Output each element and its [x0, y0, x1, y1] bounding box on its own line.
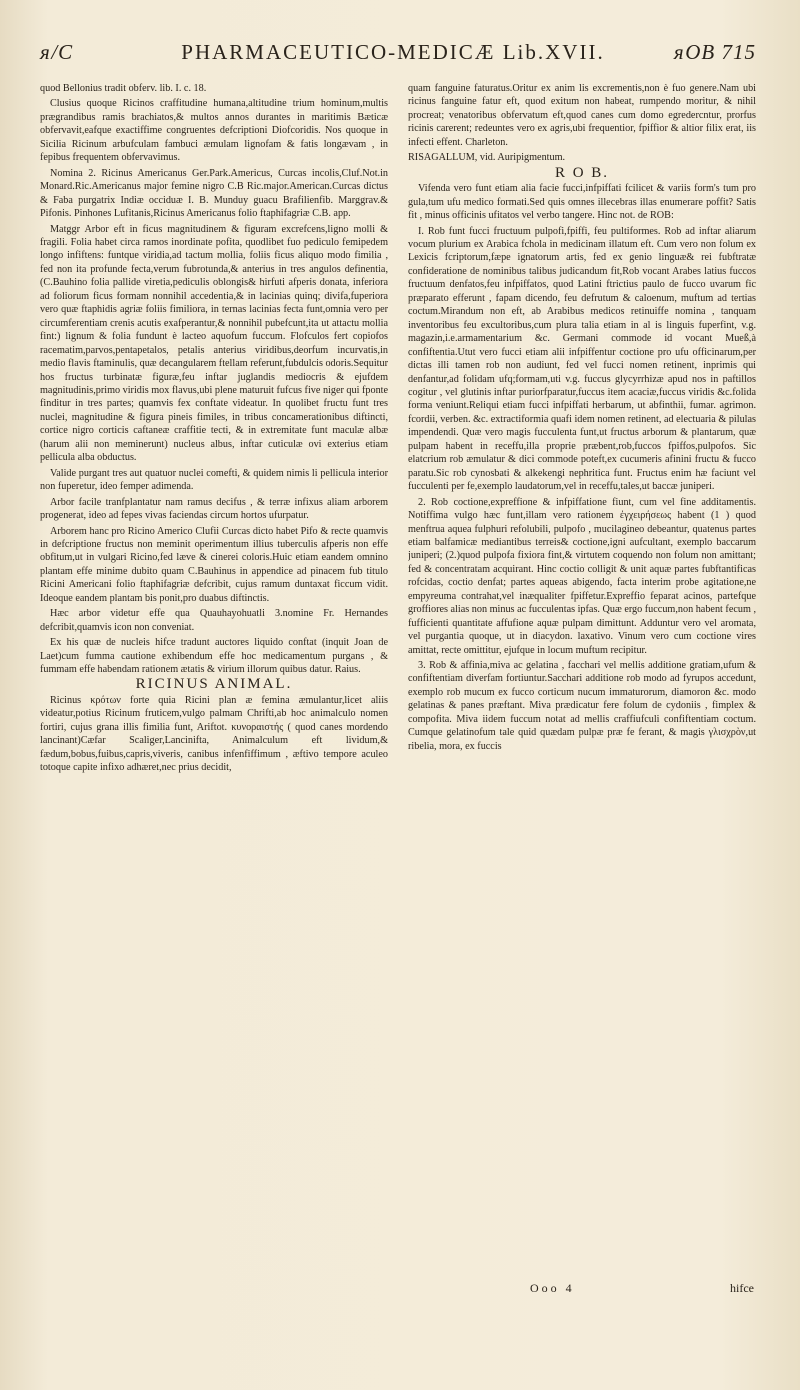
paragraph: 2. Rob coctione,expreffione & infpiffatione fiunt, cum vel fine additamentis. Notiffima vulgo hæc funt,illam vero rationem ἐγχειρήσεως habent (1 ) quod menftrua aquea fulphuri refolubili, pulpofo , mucilagineo debeantur, quatenus partes etiam balfamicæ mediantibus terreis& coctione,igni aufcultant, exemplo baccarum juniperi; (2.)quod pulpofa fixiora fint,& virtutem coquendo non folum non amittant; fed & concentratam acquirant. Hinc coctio colligit & unit aquæ partes fubftantificas rofcidas, coctio denfat; partes aqueas abigendo, facta interim probe agitatione,ne empyreuma contrahat,vel inæqualiter fpiffetur.Expreffio feparat acinos, partefque groffiores alias non minus ac fucculentas ipfas. Quæ ergo fuccum,non habent fecum , fufficienti quantitate affufione aquæ pulpam dimittunt. Adduntur vero vel aromata, vel purgantia quoque, ut in diacydon. laxativo. Vinum vero cum coctione vires amittat, recte omittitur, ejufque in locum muftum recipitur. [408, 496, 756, 656]
section-heading: RICINUS ANIMAL. [135, 676, 293, 693]
signature-mark: Ooo 4 [530, 1281, 575, 1295]
paragraph: Valide purgant tres aut quatuor nuclei comefti, & quidem nimis li pellicula interior non fuperetur, ideo femper adimenda. [40, 467, 388, 493]
paragraph: I. Rob funt fucci fructuum pulpofi,fpiffi, feu pultiformes. Rob ad inftar aliarum vocum plurium ex Arabica fchola in medicinam illatum eft. Cum vero non folum ex Lexicis fcriptorum,fæpe ignatorum artis, fed ex genio linguæ& rei fubftratæ confideratione de nominibus talibus judicandum fit,Rob vocant Arabes latius fuccos fructuum denfatos,feu infpiffatos, quod Latini ftrictius paulo de fucco uvarum fic præparato efferunt , fapam dicendo, feu defrutum & caloenum, muftum ad tertias coctum.Mirandum non eft, ab Arabibus medicos retinuiffe nomina , tanquam inventoribus feu excultoribus,cum plura talia etiam in al is linguis fuperfint, v.g. magazin,i.e.armamentarium &c. Germani commode id vocant Mueß,à confiftentia.Utut vero fucci etiam alii infpiffentur coctione pro ufu officinarum,per dictas illi tamen rob non audiunt, fed vel fucci nomen retinent, inprimis qui denfantur,ad folidam ufq;formam,uti v.g. fuccus glycyrrhizæ apud nos in paftillos cogitur , vel glutinis inftar puriorfparatur,fuccus item acaciæ,fuccus viridis &c.folida forma veniunt.Reliqui etiam fucci infpiffati herbarum, ut abfinthii, fumar. agrimon. fcordii, verben. &c. extractiformia quafi idem nomen retinent, ad electuaria & pilulas impendendi. Quæ vero magis fucculenta funt,ut fructus arborum & plantarum, quæ pulpam habent in receffu,illa proprie præbent,rob,fuccos fpiffos,pulpofos. Sic elatcrium rob æmulatur & dici commode poteft,ex cucumeris afinini fructu & fucco paratu.Sic rob cynosbati & alkekengi nephritica funt. Fructus enim hæ faciunt vel fucculenti per fe,exemplo laudatorum,vel in receffu,tales,ut baccæ juniperi. [408, 225, 756, 493]
paragraph: Hæc arbor videtur effe qua Quauhayohuatli 3.nomine Fr. Hernandes defcribit,quamvis icon non conveniat. [40, 608, 388, 633]
page-footer [0, 1281, 800, 1301]
paragraph: Arbor facile tranfplantatur nam ramus decifus , & terræ infixus aliam arborem progenerat, ideo ad fepes vivas faciendas circum hortos ufurpatur. [40, 496, 388, 522]
paragraph: quod Bellonius tradit obferv. lib. I. c. 18. [40, 83, 207, 94]
header-right-text: ᴙOB 715 [673, 40, 756, 64]
paragraph: Nomina 2. Ricinus Americanus Ger.Park.Americus, Curcas incolis,Cluf.Not.in Monard.Ric.Americanus major femine nigro C.B Ric.major.American.Curcas dictus & Faba purgatrix Indiæ occiduæ I. B. Munduy guacu Brafilienfib. Marggrav.& Pifonis. Pinhones Lufitanis,Ricinus Americanus folio ftaphifagriæ C.B. app. [40, 167, 388, 220]
paragraph: Ex his quæ de nucleis hifce tradunt auctores liquido conftat (inquit Joan de Laet)cum fumma cautione exhibendum effe hoc medicamentum purgans , & fummam effe habendam rationem ætatis & virium illorum quibus datur. Raius. [40, 637, 388, 676]
section-heading: R O B. [554, 164, 610, 181]
paragraph: Arborem hanc pro Ricino Americo Clufii Curcas dicto habet Pifo & recte quamvis in defcriptione fructus non meminit operimentum illius tuberculis afperis non effe obfitum,ut in vulgari Ricino,fed læve & cinerei coloris.Huic etiam eandem omnino plantam effe minime dubito quam C.Bauhinus in appendice ad pinacem fub titulo Ricini Americani folio ftaphifagriæ defcribit, cujus ramum duntaxat ficcum vidit. Ideoque eandem plantam bis ponit,pro duabus diftinctis. [40, 525, 388, 604]
text-columns [40, 82, 756, 1332]
paragraph: Vifenda vero funt etiam alia facie fucci,infpiffati fcilicet & variis form's tum pro gula,tum ufu medico formati.Sed quis omnes illecebras illas enumerare poffit? Satis fit , minus officinis ufitatos vel verbo tangere. Hinc not. de ROB: [408, 183, 756, 222]
running-head [40, 40, 756, 80]
paragraph: Matggr Arbor eft in ficus magnitudinem & figuram excrefcens,ligno molli & fragili. Folia habet circa ramos inordinate pofita, quodlibet fuo pediculo femipedem longo infiftens: funtque viridia,ad tactum mollia, foliis ficus aliquo modo fimilia , fed non ita profunde fecta,verum fubrotunda,& anterius in tres angulos definentia,(C.Bauhino folia pallide viretia,pediculis oblongis& hirfuti afperis donata, inferiora ad foliorum ficus formam nonnihil accedentia,& in lacinias quinq; divifa,fuperiora vero quæ ftaphidis agriæ foliis fimiliora, in ternas lacinias fecta funt,omnia vero per circumferentiam crenis acutis exafperantur,& nonnihil pubefcunt,ita ut attactu mollia fint:) lignum & folia fundunt è lacteo aquofum fuccum. Flofculos fert copiofos racematim,parvos,pentapetalos, petalis anterius viridibus,deorfum incurvatis,in medio flavis ftaminulis, quæ decangularem ftellam referunt,fubdulcis odoris.Sequitur hos fructus turbinatæ figuræ,feu inftar juglandis mediocris & ejufdem magnitudinis,primo viridis mox flavus,ubi plene maturuit fufcus five niger qui fponte finditur in tres partes; quamvis fex conftate videatur. In quolibet fructu funt tres nuclei, magnitudine & figura pineis fimiles, in tribus concamerationibus diftincti, cortice nigro corticis caftaneæ craffitie tecti, & in extremitate funt maculæ albæ (harum alii non meminerunt) nucleus albus, inftar cuticulæ ovi exterius etiam pellicula alba obductus. [40, 223, 388, 464]
header-left-text: ᴙ/C [40, 40, 74, 64]
right-column [408, 82, 756, 1332]
header-title: PHARMACEUTICO-MEDICÆ Lib.XVII. [181, 40, 605, 64]
cross-reference: RISAGALLUM, vid. Auripigmentum. [408, 152, 566, 164]
paragraph: 3. Rob & affinia,miva ac gelatina , facchari vel mellis additione gratiam,ufum & confiftentiam diverfam fortiuntur.Sacchari additione rob modo ad fyrupos accedunt, exemplo rob mucum ex fucco corticum nucum immaturorum, diamoron &c. modo gelatinas & panes præftant. Miva prædicatur fere folum de cydoniis , fimplex & compofita. Miva iidem fuccum notat ad mellis craffiufculi confiftentiam coctum. Cumque gelatinofum tale quid quædam pulpæ præ fe ferant, & magis γλισχρὸν,ut ribelia, mora, ex fuccis [408, 660, 756, 752]
paragraph: Clusius quoque Ricinos craffitudine humana,altitudine trium hominum,multis prægrandibus ramis brachiatos,& multos annos durantes in maritimis Bæticæ obfervavit,eafque exactiffime congruentes defcriptioni Diofcoridis. Nos quoque in Sicilia Ricinum arbufculam fambuci æmulam lignofam & fatis longævam , in fepibus frequentem obfervavimus. [40, 98, 388, 164]
paragraph: quam fanguine faturatus.Oritur ex anim lis excrementis,non è fuo genere.Nam ubi ricinus fanguine fatur eft, quod exitum non habeat, rumpendo moritur, & nihil procreat; venatoribus obfervatum eft,quod canes cum domo egredercntur, prorfus ricinis carerent; redeuntes vero ex agris,ubi frequentior, fpiffior & altior filix erat, iis infecti effent. Charleton. [408, 83, 756, 148]
catchword: hifce [730, 1281, 754, 1295]
paragraph: Ricinus κρότων forte quia Ricini plan æ femina æmulantur,licet aliis videatur,potius Ricinum fruticem,vulgo palmam Chrifti,ab hoc animalculo nomen fortiri, cujus grana illis fimilia funt, Ariftot. κυνοραιστής ( quod canes mordendo lancinant)Cæfar Scaliger,Lancinifta, Animalculum eft lividum,& fædum,bobus,fuibus,capris,viveris, canibus infenfiffimum , æftivo tempore aculeo totoque capite infixo adhæret,nec prius decidit, [40, 694, 388, 774]
left-column [40, 82, 388, 1332]
